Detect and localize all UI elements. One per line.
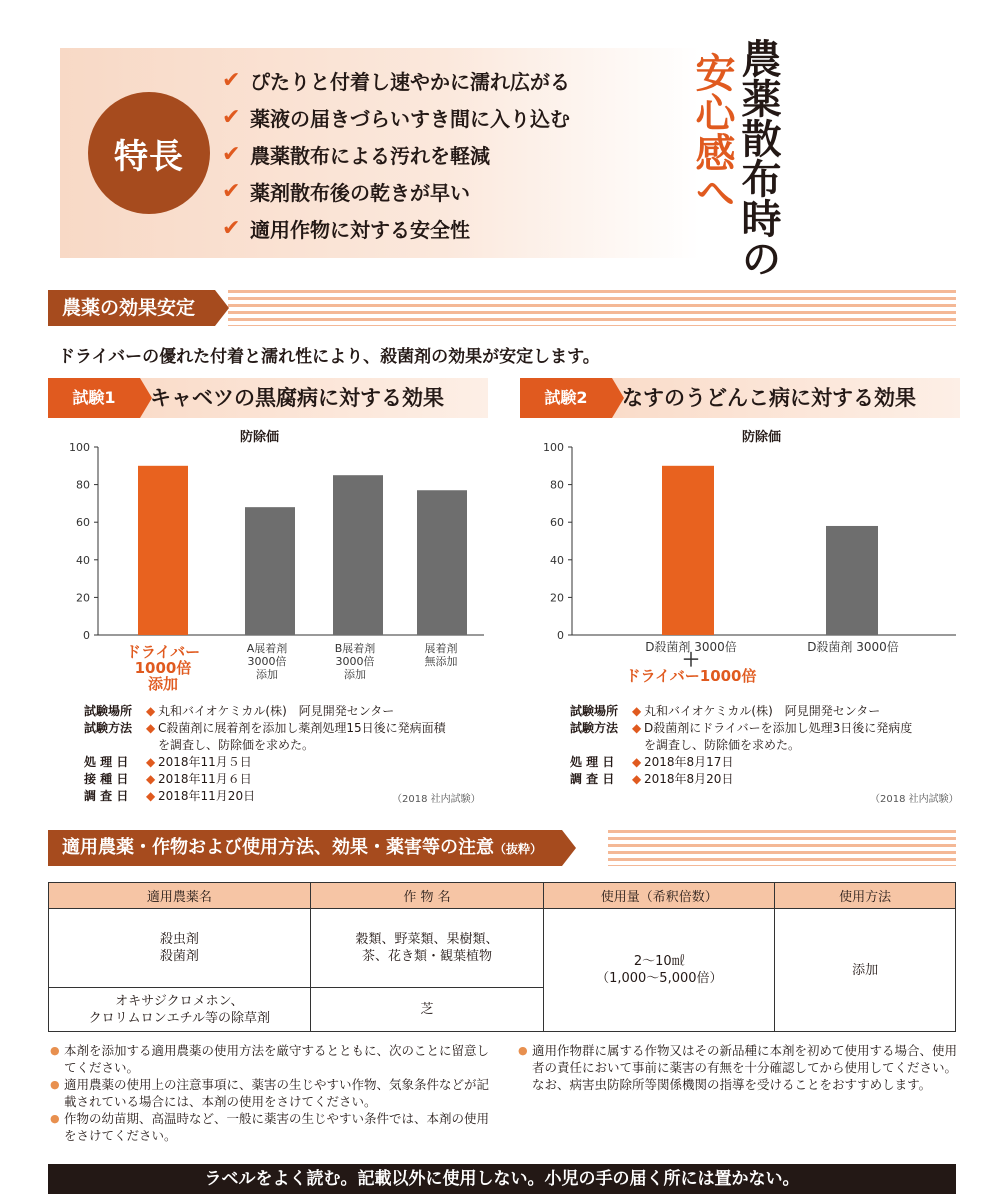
intro-text: ドライバーの優れた付着と濡れ性により、殺菌剤の効果が安定します。	[58, 347, 600, 367]
note-item: ● 本剤を添加する適用農薬の使用方法を厳守するとともに、次のことに留意してください。	[50, 1042, 496, 1076]
trial1-tag: 試験1	[48, 378, 140, 418]
section-title: 適用農薬・作物および使用方法、効果・薬害等の注意（抜粋）	[48, 830, 562, 866]
chart1-xlabel-2: B展着剤 3000倍 添加	[334, 642, 376, 681]
feature-list	[222, 62, 570, 247]
tagline-dark: 農薬散布時の	[735, 38, 781, 278]
footer-warning: ラベルをよく読む。記載以外に使用しない。小児の手の届く所には置かない。	[48, 1164, 956, 1194]
table-header: 適用農薬名	[49, 883, 311, 909]
trial1-note: （2018 社内試験）	[392, 794, 481, 805]
feature-item: ✔ 薬液の届きづらいすき間に入り込む	[222, 105, 570, 131]
y-tick-label: 40	[76, 553, 90, 567]
bar-1	[245, 507, 295, 635]
y-tick-label: 60	[76, 516, 90, 530]
bar-0	[138, 466, 188, 635]
table-cell: 芝	[310, 988, 544, 1032]
note-item: ● 作物の幼苗期、高温時など、一般に薬害の生じやすい条件では、本剤の使用をさけてください。	[50, 1110, 496, 1144]
trial2-tag: 試験2	[520, 378, 612, 418]
y-tick-label: 20	[76, 591, 90, 605]
section-header-usage	[48, 830, 956, 866]
chart2-xlabel-0: D殺菌剤 3000倍 ＋ ドライバー1000倍	[625, 640, 757, 685]
feature-item: ✔ ぴたりと付着し速やかに濡れ広がる	[222, 68, 570, 94]
bar-0	[662, 466, 714, 635]
y-tick-label: 80	[550, 478, 564, 492]
table-header: 使用量（希釈倍数）	[544, 883, 775, 909]
bar-3	[417, 490, 467, 635]
feature-item: ✔ 農薬散布による汚れを軽減	[222, 142, 490, 168]
chart1-xlabel-3: 展着剤 無添加	[424, 642, 458, 668]
chart1-title: 防除価	[240, 430, 280, 445]
trial2-info: 試験場所 ◆ 丸和バイオケミカル(株) 阿見開発センター 試験方法 ◆ D殺菌剤にドライバーを添加し処理3日後に発病度を調査し、防除価を求めた。 処 理 日 ◆ 2018年8月17日 調 査 日 ◆ 2018年8月20日	[570, 704, 913, 786]
table-cell: 添加	[775, 909, 956, 1032]
table-cell: 穀類、野菜類、果樹類、 茶、花き類・観葉植物	[310, 909, 544, 988]
table-header: 使用方法	[775, 883, 956, 909]
bar-2	[333, 475, 383, 635]
bar-1	[826, 526, 878, 635]
hero-section	[0, 0, 1004, 280]
y-tick-label: 100	[543, 441, 564, 454]
table-cell: 2～10㎖ （1,000～5,000倍）	[544, 909, 775, 1032]
chart2-xlabel-1: D殺菌剤 3000倍	[807, 640, 899, 654]
note-item: ● 適用農薬の使用上の注意事項に、薬害の生じやすい作物、気象条件などが記載されている場合には、本剤の使用をさけてください。	[50, 1076, 496, 1110]
tagline-accent: 安心感へ	[689, 52, 735, 212]
note-item: ● 適用作物群に属する作物又はその新品種に本剤を初めて使用する場合、使用者の責任において事前に薬害の有無を十分確認してから使用してください。なお、病害虫防除所等関係機関の指導を受けることをおすすめします。	[518, 1042, 960, 1093]
table-cell: オキサジクロメホン、 クロリムロンエチル等の除草剤	[49, 988, 311, 1032]
chart1	[48, 440, 488, 645]
chart2-title: 防除価	[742, 430, 782, 445]
notes-right	[518, 1042, 960, 1093]
feature-item: ✔ 薬剤散布後の乾きが早い	[222, 179, 470, 205]
trial2-header	[520, 378, 960, 418]
y-tick-label: 0	[83, 629, 90, 642]
feature-badge: 特長	[88, 92, 210, 214]
feature-item: ✔ 適用作物に対する安全性	[222, 216, 470, 242]
check-icon: ✔	[222, 105, 241, 130]
y-tick-label: 20	[550, 591, 564, 605]
y-tick-label: 0	[557, 629, 564, 642]
chart1-xlabel-1: A展着剤 3000倍 添加	[246, 642, 288, 681]
table-row	[49, 909, 956, 988]
trial1-info: 試験場所 ◆ 丸和バイオケミカル(株) 阿見開発センター 試験方法 ◆ C殺菌剤に展着剤を添加し薬剤処理15日後に発病面積を調査し、防除価を求めた。 処 理 日 ◆ 2018年11月５日 接 種 日 ◆ 2018年11月６日 調 査 日 ◆ 2018年11月20日	[84, 704, 446, 803]
notes-left	[50, 1042, 496, 1144]
section-header-effect	[48, 290, 956, 326]
y-tick-label: 60	[550, 516, 564, 530]
chart2	[520, 440, 960, 645]
check-icon: ✔	[222, 216, 241, 241]
trial1-header	[48, 378, 488, 418]
trial1-title: キャベツの黒腐病に対する効果	[150, 386, 444, 410]
y-tick-label: 40	[550, 553, 564, 567]
trial2-note: （2018 社内試験）	[870, 794, 959, 805]
trial2-title: なすのうどんこ病に対する効果	[622, 386, 916, 410]
section-title: 農薬の効果安定	[48, 290, 215, 326]
check-icon: ✔	[222, 68, 241, 93]
table-header: 作 物 名	[310, 883, 544, 909]
table-header-row	[49, 883, 956, 909]
chart1-xlabel-0: ドライバー 1000倍 添加	[125, 643, 201, 693]
check-icon: ✔	[222, 179, 241, 204]
table-cell: 殺虫剤 殺菌剤	[49, 909, 311, 988]
y-tick-label: 80	[76, 478, 90, 492]
usage-table	[48, 882, 956, 1032]
y-tick-label: 100	[69, 441, 90, 454]
check-icon: ✔	[222, 142, 241, 167]
